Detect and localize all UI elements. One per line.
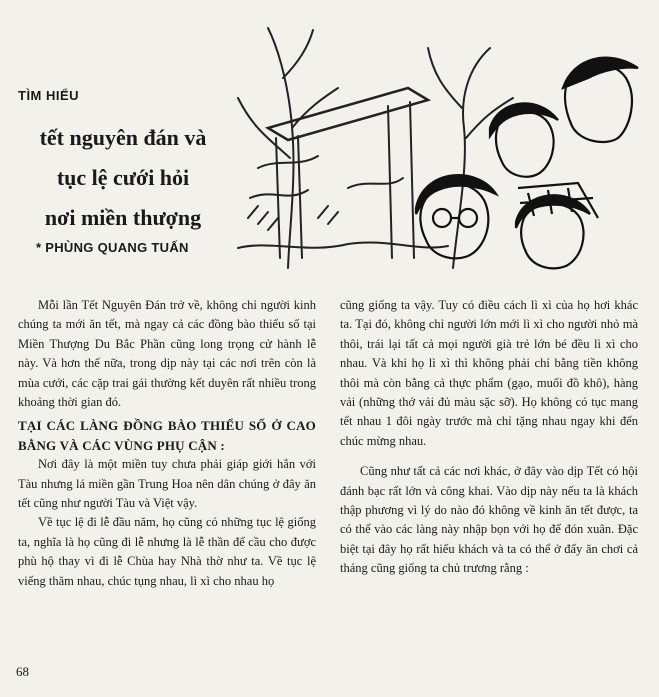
paragraph-intro: Mỗi lần Tết Nguyên Đán trở về, không chỉ người kinh chúng ta mới ăn tết, mà ngay cả các đồng bào thiểu số tại Miền Thượng Du Bắc Phần cũng long trọng cử hành lễ này. Và hơn thế nữa, trong dịp này tại các nơi trên còn là mùa cưới, các cặp trai gái thường kết duyên rất nhiều trong khoảng thời gian đó.: [18, 298, 316, 410]
paragraph-region: Nơi đây là một miền tuy chưa phải giáp giới hẳn với Tàu nhưng lá miền gần Trung Hoa nên dân chúng ở đây ăn tết cũng như người Tàu và Việt vậy.: [18, 457, 316, 511]
column-left: [18, 296, 316, 591]
article-title: [18, 118, 228, 238]
title-line-3: nơi miền thượng: [44, 205, 202, 230]
paragraph-gambling: Cũng như tất cả các nơi khác, ở đây vào dịp Tết có hội đánh bạc rất lớn và công khai. Vào dịp này nếu ta là khách thập phương vì lý do nào đó không về kinh ăn tết được, ta có thể vào các làng này nhập bọn với họ để đón xuân. Đặc biệt tại đây họ rất hiếu khách và ta có thể ở đấy ăn chơi cả tháng cũng giống ta chủ trương rằng :: [340, 464, 638, 576]
title-line-2: tục lệ cưới hỏi: [56, 165, 190, 190]
ink-illustration: [228, 18, 648, 280]
page-number: 68: [16, 664, 29, 679]
column-right: [340, 296, 638, 579]
section-heading: TẠI CÁC LÀNG ĐỒNG BÀO THIỂU SỐ Ở CAO BẰNG VÀ CÁC VÙNG PHỤ CẬN :: [18, 418, 316, 453]
title-line-1: tết nguyên đán và: [39, 125, 207, 150]
paragraph-customs: Về tục lệ đi lễ đầu năm, họ cũng có những tục lệ giống ta, nghĩa là họ cũng đi lễ nhưng là lễ thần để cầu cho được phù hộ thay vì đi lễ Chùa hay Nhà thờ như ta. Về tục lệ viếng thăm nhau, chúc tụng nhau, lì xì cho nhau họ: [18, 515, 316, 588]
section-kicker: TÌM HIỂU: [18, 88, 80, 103]
paragraph-lixi: cũng giống ta vậy. Tuy có điều cách lì xì của họ hơi khác ta. Tại đó, không chỉ người lớn mới lì xì cho người nhỏ mà thôi, trái lại tất cả mọi người già trẻ lớn bé đều lì xì cho nhau. Và khi họ lì xì thì không phải chỉ bằng tiền không thôi mà còn bằng cả thực phẩm (gạo, muối đồ khô), hàng vải (những thớ vải đủ màu sặc sỡ). Họ không có tục mang tết nhau 1 đôi ngày trước mà chỉ tặng nhau ngay khi đến chúc mừng nhau.: [340, 298, 638, 448]
author-byline: * PHÙNG QUANG TUẤN: [36, 240, 189, 255]
